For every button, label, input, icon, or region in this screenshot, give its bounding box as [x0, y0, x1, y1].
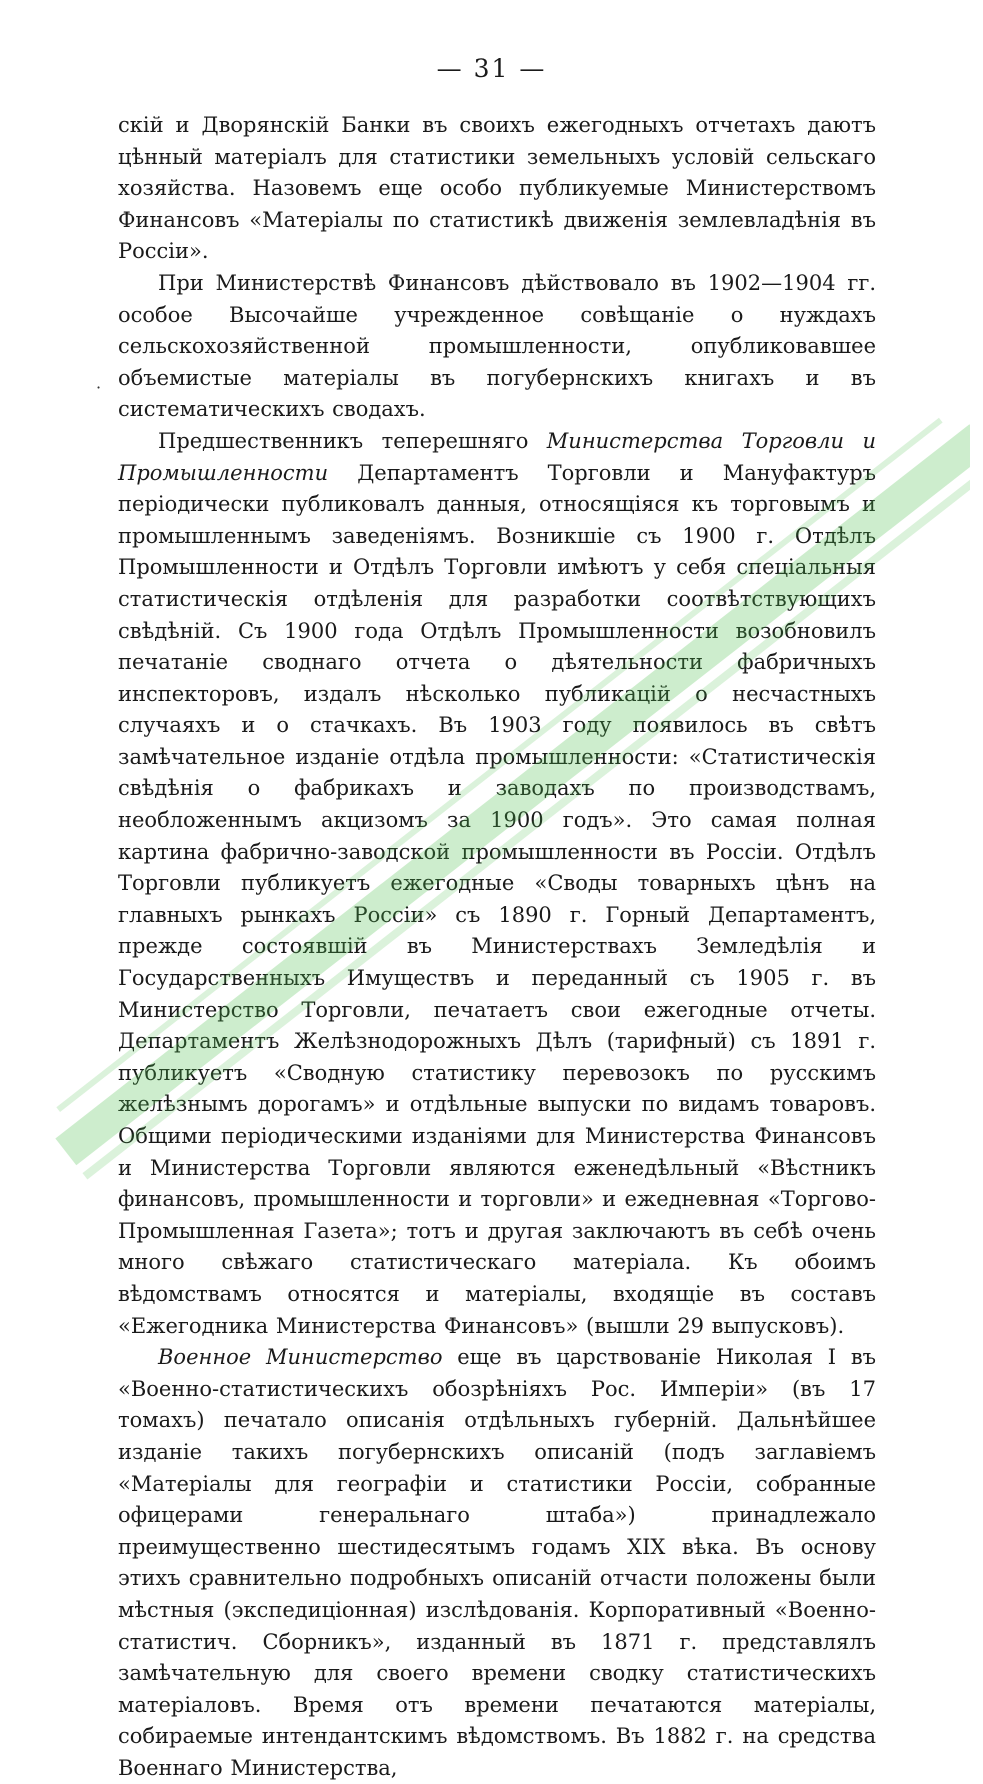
paragraph-2-text: При Министерствѣ Финансовъ дѣйствовало въ 1902—1904 гг. особое Высочайше учрежденное совѣщаніе о нуждахъ сельскохозяйственной промышленности, опубликовавшее объемистые матеріалы въ погубернскихъ книгахъ и въ систематическихъ сводахъ.	[118, 270, 876, 422]
body-text	[118, 110, 876, 1784]
paragraph-1	[118, 110, 876, 268]
war-ministry-italic: Военное Министерство	[158, 1345, 443, 1370]
margin-mark: ·	[96, 378, 102, 397]
paragraph-3-lead: Предшественникъ теперешняго	[158, 428, 547, 453]
page-number: — 31 —	[436, 54, 547, 83]
paragraph-4-body: еще въ царствованіе Николая I въ «Военно-статистическихъ обозрѣніяхъ Рос. Имперіи» (въ 17 томахъ) печатало описанія отдѣльныхъ губерній. Дальнѣйшее изданіе такихъ погубернскихъ описаній (подъ заглавіемъ «Матеріалы для географіи и статистики Россіи, собранные офицерами генеральнаго штаба») принадлежало преимущественно шестидесятымъ годамъ XIX вѣка. Въ основу этихъ сравнительно подробныхъ описаній отчасти положены были мѣстныя (экспедиціонная) изслѣдованія. Корпоративный «Военно-статистич. Сборникъ», изданный въ 1871 г. представлялъ замѣчательную для своего времени сводку статистическихъ матеріаловъ. Время отъ времени печатаются матеріалы, собираемые интендантскимъ вѣдомствомъ. Въ 1882 г. на средства Военнаго Министерства,	[118, 1345, 876, 1780]
paragraph-2	[118, 268, 876, 426]
paragraph-1-text: скій и Дворянскій Банки въ своихъ ежегодныхъ отчетахъ даютъ цѣнный матеріалъ для статистики земельныхъ условій сельскаго хозяйства. Назовемъ еще особо публикуемые Министерствомъ Финансовъ «Матеріалы по статистикѣ движенія землевладѣнія въ Россіи».	[118, 113, 876, 264]
paragraph-3-body: Департаментъ Торговли и Мануфактуръ періодически публиковалъ данныя, относящіяся къ торговымъ и промышленнымъ заведеніямъ. Возникшіе съ 1900 г. Отдѣлъ Промышленности и Отдѣлъ Торговли имѣютъ у себя спеціальныя статистическія отдѣленія для разработки соотвѣтствующихъ свѣдѣній. Съ 1900 года Отдѣлъ Промышленности возобновилъ печатаніе своднаго отчета о дѣятельности фабричныхъ инспекторовъ, издалъ нѣсколько публикацій о несчастныхъ случаяхъ и о стачкахъ. Въ 1903 году появилось въ свѣтъ замѣчательное изданіе отдѣла промышленности: «Статистическія свѣдѣнія о фабрикахъ и заводахъ по производствамъ, необложеннымъ акцизомъ за 1900 годъ». Это самая полная картина фабрично-заводской промышленности въ Россіи. Отдѣлъ Торговли публикуетъ ежегодные «Своды товарныхъ цѣнъ на главныхъ рынкахъ Россіи» съ 1890 г. Горный Департаментъ, прежде состоявшій въ Министерствахъ Земледѣлія и Государственныхъ Имуществъ и переданный съ 1905 г. въ Министерство Торговли, печатаетъ свои ежегодные отчеты. Департаментъ Желѣзнодорожныхъ Дѣлъ (тарифный) съ 1891 г. публикуетъ «Сводную статистику перевозокъ по русскимъ желѣзнымъ дорогамъ» и отдѣльные выпуски по видамъ товаровъ. Общими періодическими изданіями для Министерства Финансовъ и Министерства Торговли являются еженедѣльный «Вѣстникъ финансовъ, промышленности и торговли» и ежедневная «Торгово-Промышленная Газета»; тотъ и другая заключаютъ въ себѣ очень много свѣжаго статистическаго матеріала. Къ обоимъ вѣдомствамъ относятся и матеріалы, входящіе въ составъ «Ежегодника Министерства Финансовъ» (вышли 29 выпусковъ).	[118, 460, 876, 1338]
paragraph-3	[118, 426, 876, 1342]
ministry-of-trade-italic: Министерства Торговли и Промышленности	[118, 428, 876, 485]
paragraph-4	[118, 1342, 876, 1784]
